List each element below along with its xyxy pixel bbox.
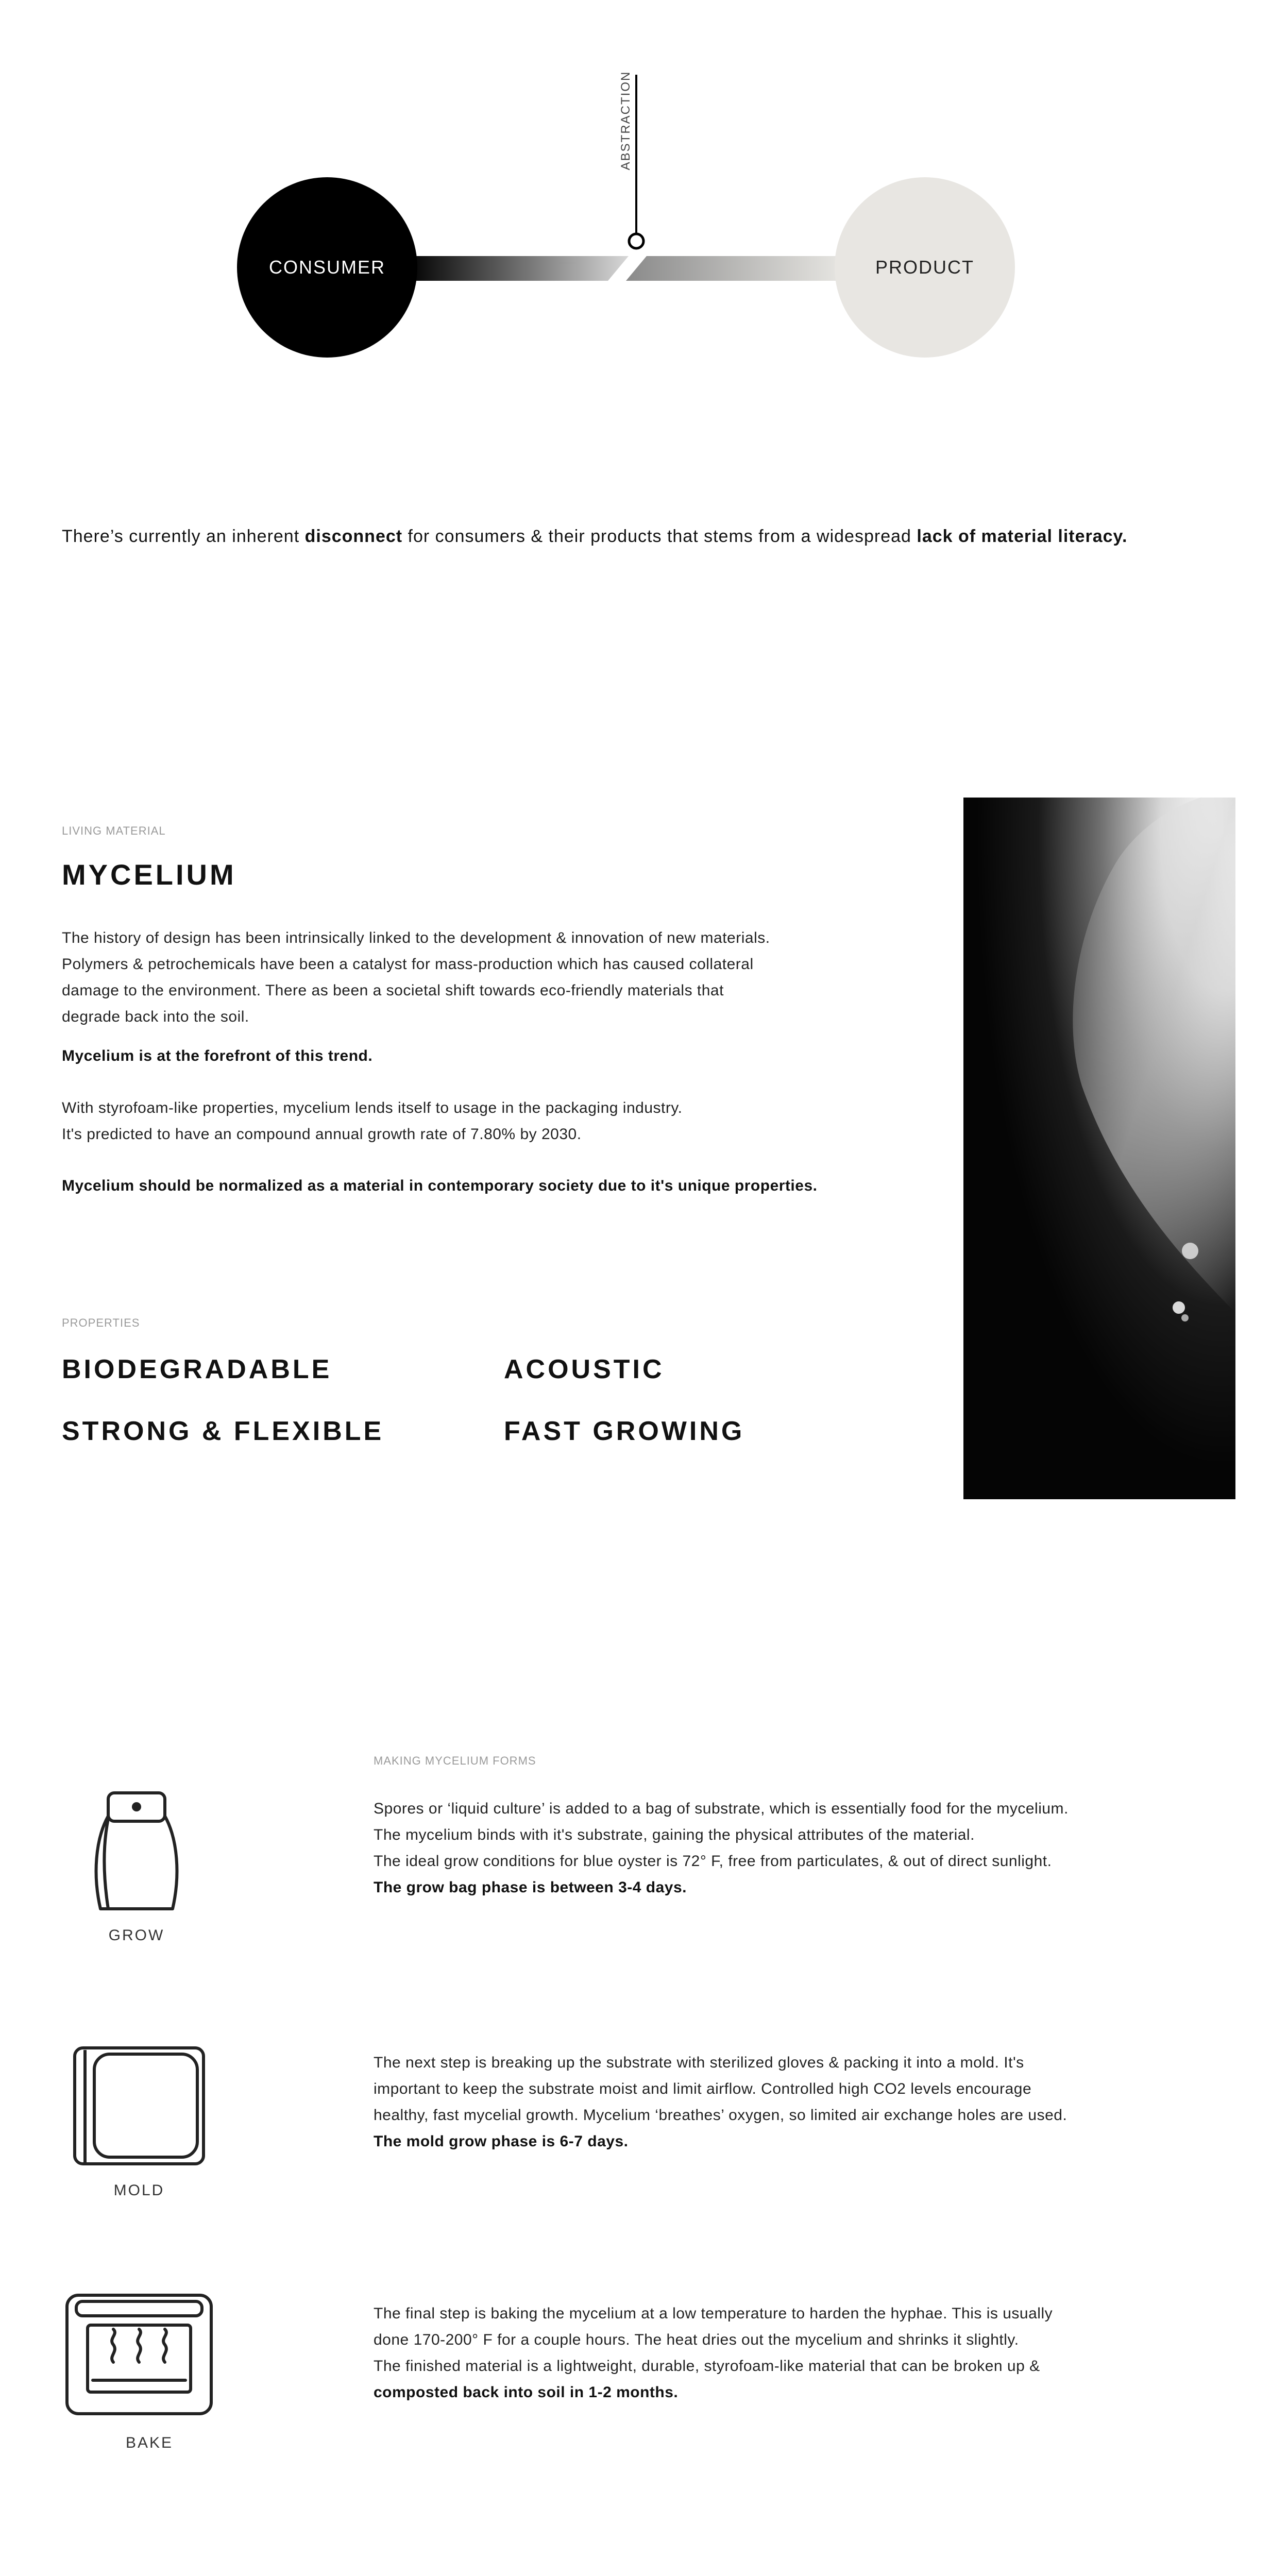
mycelium-eyebrow: LIVING MATERIAL: [62, 824, 166, 837]
consumer-label: CONSUMER: [268, 257, 385, 278]
property-acoustic: ACOUSTIC: [504, 1354, 665, 1384]
intro-bold-1: disconnect: [304, 527, 403, 546]
mycelium-title: MYCELIUM: [62, 858, 236, 891]
bake-bold: composted back into soil in 1-2 months.: [374, 2384, 679, 2401]
intro-text-1: There’s currently an inherent: [62, 527, 305, 546]
oven-icon: [62, 2290, 216, 2419]
property-biodegradable: BIODEGRADABLE: [62, 1354, 332, 1384]
consumer-circle: [237, 177, 417, 358]
mycelium-bold-1: Mycelium is at the forefront of this trend.: [62, 1047, 373, 1064]
property-strong-flexible: STRONG & FLEXIBLE: [62, 1416, 384, 1446]
grow-bag-icon: [85, 1788, 188, 1917]
process-eyebrow: MAKING MYCELIUM FORMS: [374, 1754, 536, 1767]
mold-bold: The mold grow phase is 6-7 days.: [374, 2133, 629, 2150]
mycelium-paragraph-1: The history of design has been intrinsically linked to the development & innovation of new materials. Polymers & petrochemicals have been a catalyst for mass-production which has caused collateral damage to the environment. There as been a societal shift towards eco-friendly materials that degrade back into the soil.: [62, 929, 770, 1025]
property-fast-growing: FAST GROWING: [504, 1416, 745, 1446]
consumer-product-diagram: [0, 0, 1288, 392]
mycelium-photo-art: [963, 798, 1235, 1499]
grow-label: GROW: [108, 1927, 165, 1944]
product-label: PRODUCT: [875, 257, 974, 278]
mold-text: The next step is breaking up the substrate with sterilized gloves & packing it into a mold. It's important to keep the substrate moist and limit airflow. Controlled high CO2 levels encourage healthy, fast mycelial growth. Mycelium ‘breathes’ oxygen, so limited air exchange holes are used.: [374, 2054, 1067, 2124]
bake-text: The final step is baking the mycelium at a low temperature to harden the hyphae. This is usually done 170-200° F for a couple hours. The heat dries out the mycelium and shrinks it slightly. The finished material is a lightweight, durable, styrofoam-like material that can be broken up &: [374, 2305, 1053, 2375]
properties-eyebrow: PROPERTIES: [62, 1316, 140, 1329]
grow-bold: The grow bag phase is between 3-4 days.: [374, 1879, 687, 1896]
abstraction-gradient-connector: [0, 0, 1288, 392]
mold-label: MOLD: [113, 2182, 165, 2199]
mycelium-bold-2: Mycelium should be normalized as a material in contemporary society due to it's unique properties.: [62, 1177, 818, 1194]
intro-text-2: for consumers & their products that stems from a widespread: [402, 527, 917, 546]
abstraction-label: ABSTRACTION: [619, 71, 633, 171]
bake-label: BAKE: [125, 2434, 174, 2451]
intro-statement: [62, 527, 1247, 547]
mold-tray-icon: [70, 2043, 209, 2172]
grow-text: Spores or ‘liquid culture’ is added to a bag of substrate, which is essentially food for the mycelium. The mycelium binds with it's substrate, gaining the physical attributes of the material. The ideal grow conditions for blue oyster is 72° F, free from particulates, & out of direct sunlight.: [374, 1800, 1069, 1870]
mycelium-paragraph-2: With styrofoam-like properties, mycelium lends itself to usage in the packaging industry. It's predicted to have an compound annual growth rate of 7.80% by 2030.: [62, 1099, 683, 1143]
mycelium-macro-photo: [963, 798, 1235, 1499]
product-circle: [835, 177, 1015, 358]
intro-bold-2: lack of material literacy.: [917, 527, 1128, 546]
